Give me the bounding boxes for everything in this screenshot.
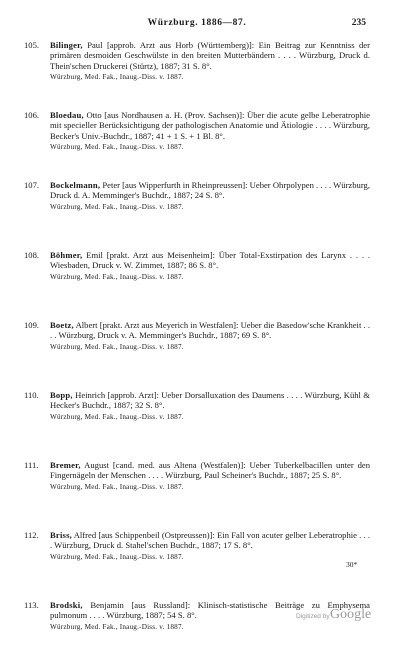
entry-dissertation-note: Würzburg, Med. Fak., Inaug.-Diss. v. 1887. xyxy=(50,342,184,351)
entry-author: Bopp, xyxy=(50,390,73,400)
bibliography-entry xyxy=(24,320,370,376)
entry-number: 111. xyxy=(24,460,39,470)
entry-description: Peter [aus Wipperfurth in Rheinpreussen]: Ueber Ohrpolypen . . . . Würzburg, Druck d. A. Memminger's Buchdr., 1887; 24 S. 8°. xyxy=(50,180,370,201)
entry-author: Bockelmann, xyxy=(50,180,101,190)
entry-dissertation-note: Würzburg, Med. Fak., Inaug.-Diss. v. 1887. xyxy=(50,622,184,631)
entry-number: 106. xyxy=(24,110,40,120)
entry-dissertation-note: Würzburg, Med. Fak., Inaug.-Diss. v. 1887. xyxy=(50,272,184,281)
entry-text xyxy=(50,180,370,201)
running-title: Würzburg. 1886—87. xyxy=(147,18,247,28)
entry-dissertation-note: Würzburg, Med. Fak., Inaug.-Diss. v. 1887. xyxy=(50,202,184,211)
entry-description: Paul [approb. Arzt aus Horb (Württemberg)]: Ein Beitrag zur Kenntniss der primären desmoiden Geschwülste in den breiten Mutterbändern . . . . Würzburg, Druck d. Thein'schen Druckerei (Stürtz), 1887; 31 S. 8°. xyxy=(50,40,370,71)
bibliography-entry xyxy=(24,110,370,166)
signature-mark: 30* xyxy=(346,560,358,569)
entry-dissertation-note: Würzburg, Med. Fak., Inaug.-Diss. v. 1887. xyxy=(50,412,184,421)
entry-description: Alfred [aus Schippenbeil (Ostpreussen)]: Ein Fall von acuter gelber Leberatrophie . . . . Würzburg, Druck d. Stahel'schen Buchdr., 1887; 17 S. 8°. xyxy=(50,530,370,551)
bibliography-entry xyxy=(24,390,370,446)
google-logo: Google xyxy=(330,607,372,622)
entry-author: Böhmer, xyxy=(50,250,83,260)
entry-dissertation-note: Würzburg, Med. Fak., Inaug.-Diss. v. 1887. xyxy=(50,552,184,561)
entry-description: Heinrich [approb. Arzt]: Ueber Dorsalluxation des Daumens . . . . Würzburg, Kühl & Hecker's Buchdr., 1887; 32 S. 8°. xyxy=(50,390,370,411)
bibliography-entry xyxy=(24,250,370,306)
bibliography-entry xyxy=(24,530,370,586)
entry-dissertation-note: Würzburg, Med. Fak., Inaug.-Diss. v. 1887. xyxy=(50,143,184,152)
entry-author: Brodski, xyxy=(50,600,83,610)
entry-author: Bilinger, xyxy=(50,40,83,50)
entry-text xyxy=(50,460,370,481)
entry-number: 109. xyxy=(24,320,40,330)
entry-number: 105. xyxy=(24,40,40,50)
page-header xyxy=(28,18,366,32)
entry-dissertation-note: Würzburg, Med. Fak., Inaug.-Diss. v. 1887. xyxy=(50,73,184,82)
entry-dissertation-note: Würzburg, Med. Fak., Inaug.-Diss. v. 1887. xyxy=(50,482,184,491)
entry-description: Benjamin [aus Russland]: Klinisch-statistische Beiträge zu Emphysema pulmonum . . . . Würzburg, 1887; 54 S. 8°. xyxy=(50,600,370,621)
entry-text xyxy=(50,530,370,551)
page-number: 235 xyxy=(351,18,366,28)
entry-text xyxy=(50,250,370,271)
bibliography-list xyxy=(24,40,370,670)
entry-number: 113. xyxy=(24,600,39,610)
entry-description: Otto [aus Nordhausen a. H. (Prov. Sachsen)]: Über die acute gelbe Leberatrophie mit specieller Berücksichtigung der pathologischen Anatomie und Ätiologie . . . . Würzburg, Becker's Univ.-Buchdr., 1887; 41 + 1 S. + 1 Bl. 8°. xyxy=(50,110,370,141)
bibliography-entry xyxy=(24,600,370,656)
bibliography-entry xyxy=(24,460,370,516)
entry-author: Briss, xyxy=(50,530,72,540)
watermark-caption: Digitized by xyxy=(296,613,330,620)
entry-text xyxy=(50,320,370,341)
entry-description: Albert [prakt. Arzt aus Meyerich in Westfalen]: Ueber die Basedow'sche Krankheit . . . . Würzburg, Druck v. A. Memminger's Buchdr., 1887; 69 S. 8°. xyxy=(50,320,370,341)
entry-author: Bloedau, xyxy=(50,110,84,120)
bibliography-entry xyxy=(24,180,370,236)
entry-number: 107. xyxy=(24,180,40,190)
entry-number: 112. xyxy=(24,530,39,540)
entry-text xyxy=(50,40,370,71)
bibliography-entry xyxy=(24,40,370,96)
entry-number: 108. xyxy=(24,250,40,260)
entry-description: Emil [prakt. Arzt aus Meisenheim]: Über Total-Exstirpation des Larynx . . . . Wiesbaden, Druck v. W. Zimmet, 1887; 86 S. 8°. xyxy=(50,250,370,271)
entry-text xyxy=(50,110,370,141)
entry-number: 110. xyxy=(24,390,39,400)
entry-description: August [cand. med. aus Altena (Westfalen)]: Ueber Tuberkelbacillen unter den Fingernägeln der Menschen . . . . Würzburg, Paul Scheiner's Buchdr., 1887; 25 S. 8°. xyxy=(50,460,370,481)
entry-text xyxy=(50,390,370,411)
entry-author: Bremer, xyxy=(50,460,81,470)
entry-author: Boetz, xyxy=(50,320,74,330)
